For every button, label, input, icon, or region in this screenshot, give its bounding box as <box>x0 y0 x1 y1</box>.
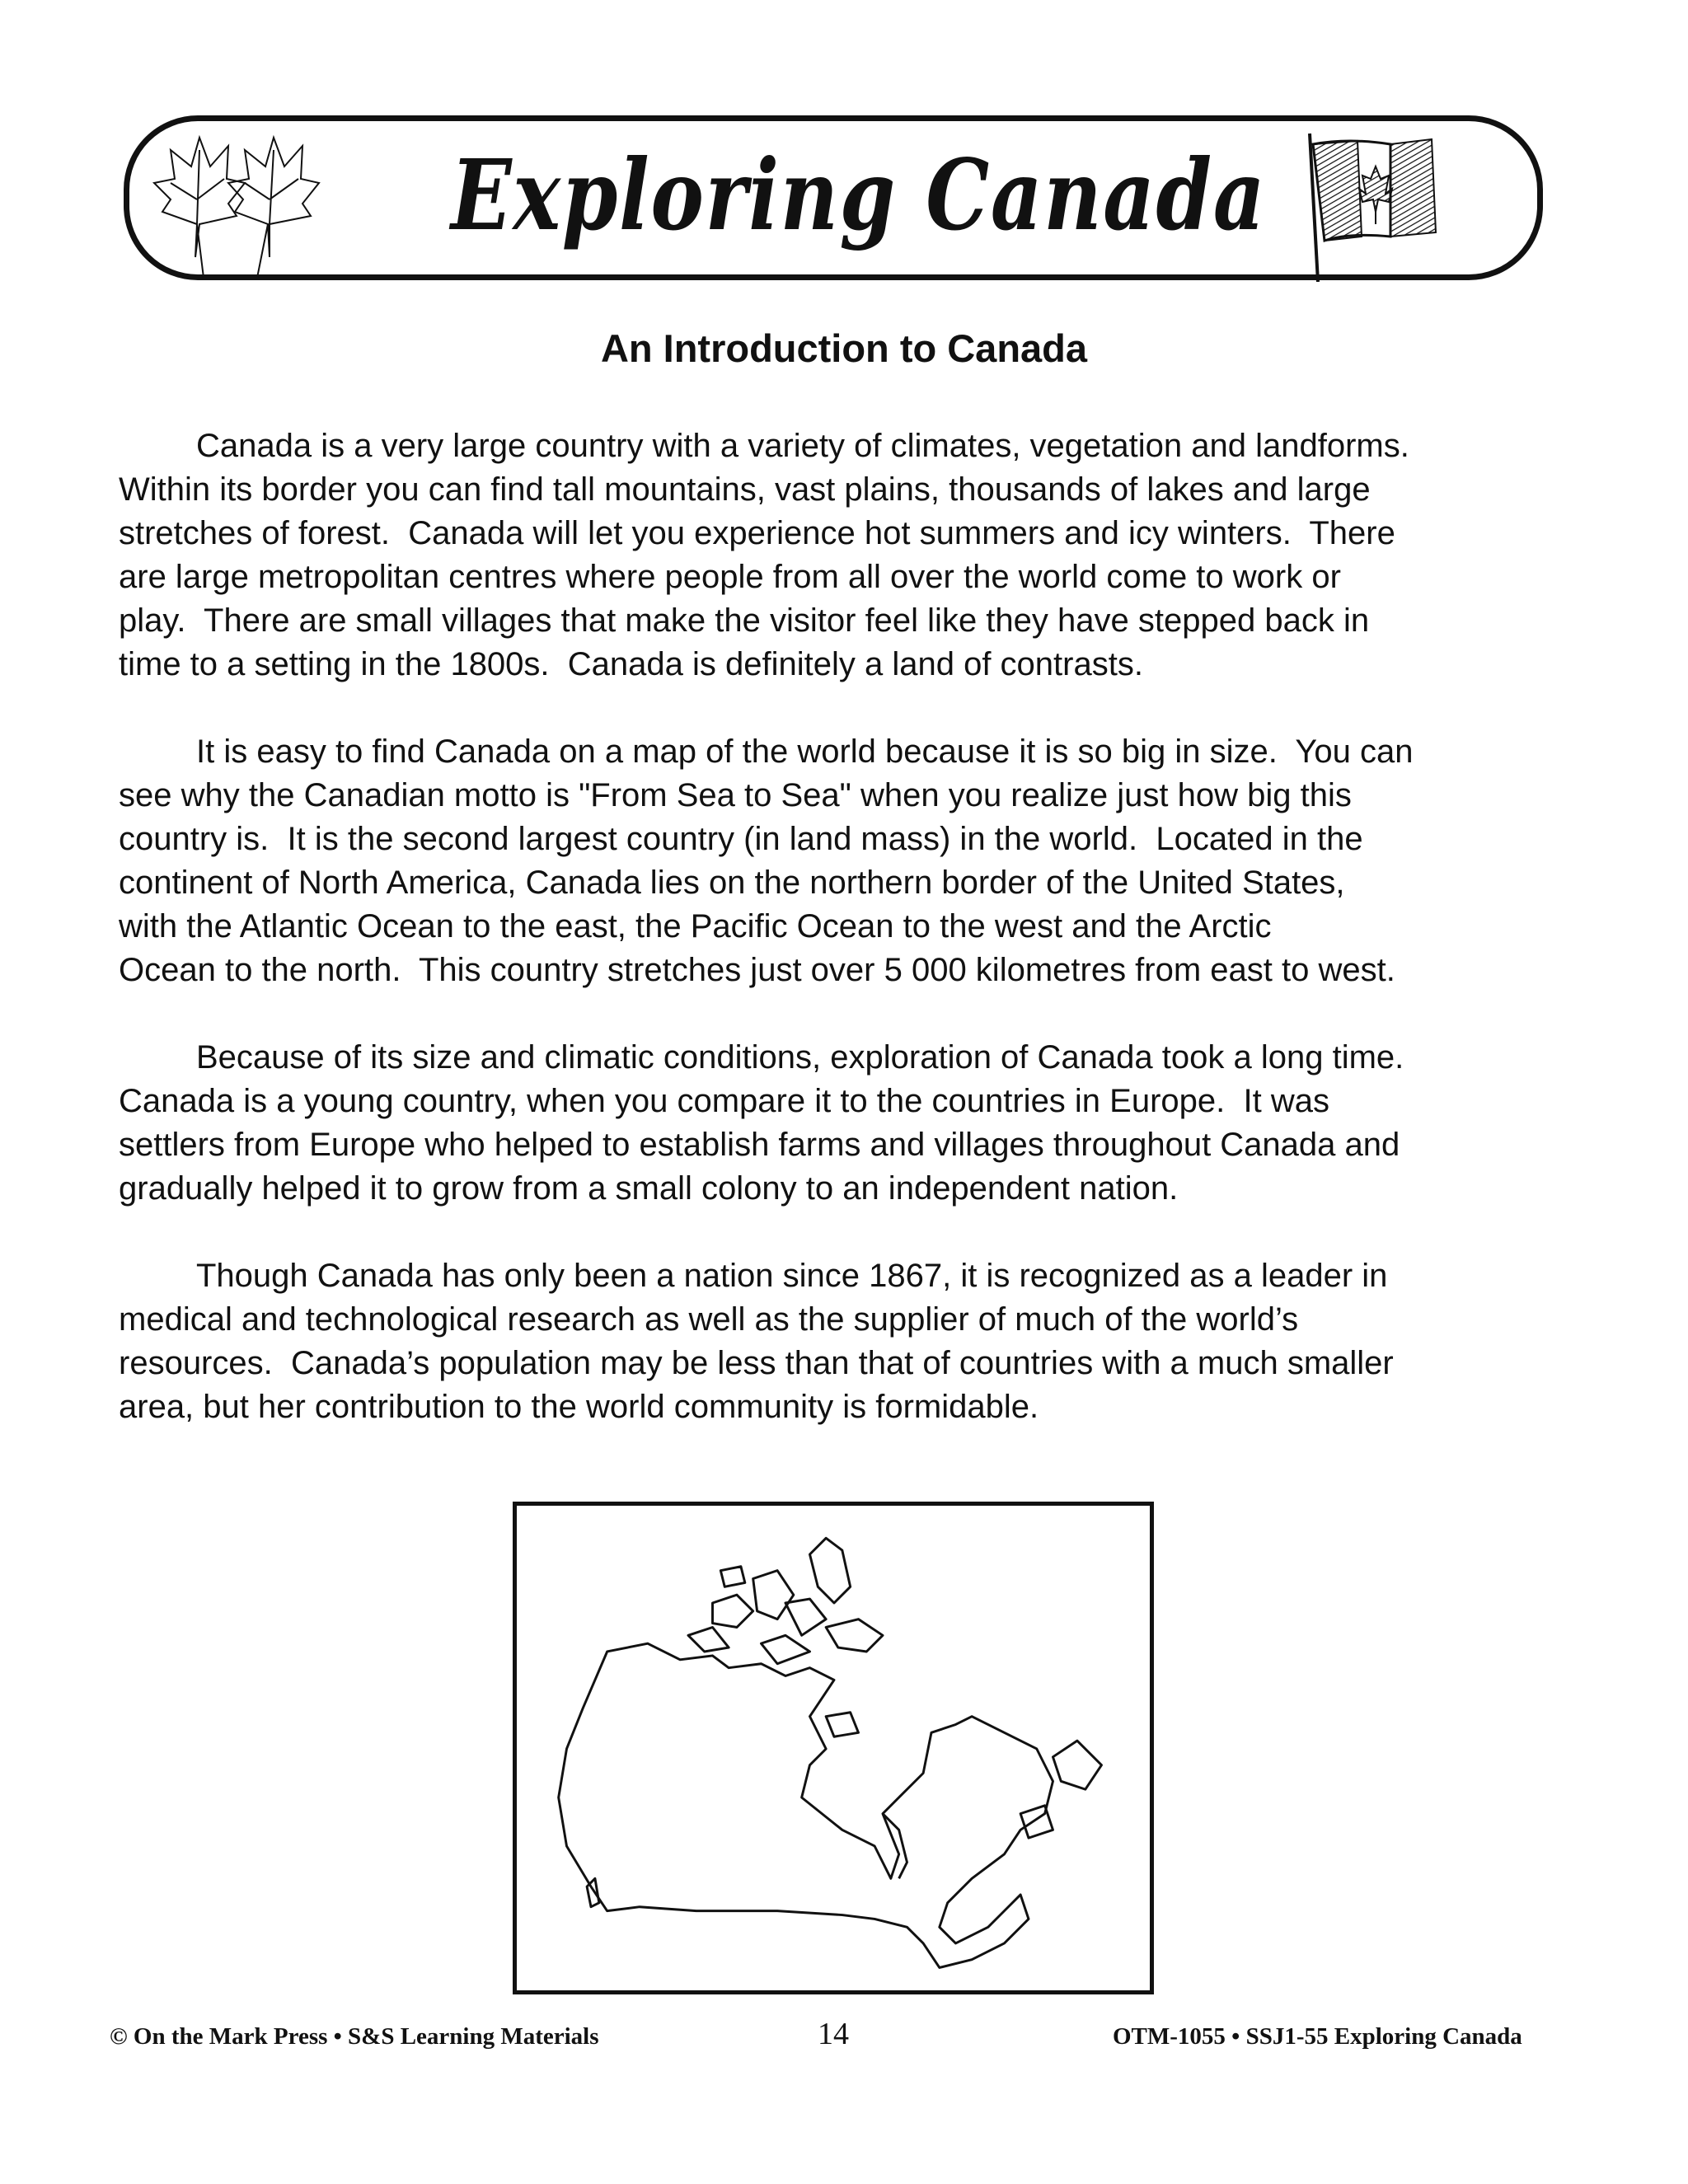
title-banner <box>124 115 1543 280</box>
body-text <box>119 424 1536 1473</box>
paragraph <box>119 1036 1536 1211</box>
text-line: play. There are small villages that make the visitor feel like they have stepped back in <box>119 602 1370 639</box>
canada-map <box>513 1502 1154 1994</box>
text-line: Canada is a very large country with a variety of climates, vegetation and landforms. <box>196 428 1409 464</box>
text-line: continent of North America, Canada lies on the northern border of the United States, <box>119 865 1345 901</box>
text-line: Ocean to the north. This country stretches just over 5 000 kilometres from east to west. <box>119 952 1395 988</box>
text-line: area, but her contribution to the world community is formidable. <box>119 1389 1039 1425</box>
text-line: stretches of forest. Canada will let you experience hot summers and icy winters. There <box>119 515 1395 551</box>
text-line: are large metropolitan centres where people from all over the world come to work or <box>119 559 1341 595</box>
text-line: It is easy to find Canada on a map of the world because it is so big in size. You can <box>196 733 1414 770</box>
canadian-flag-icon <box>1300 129 1489 282</box>
text-line: settlers from Europe who helped to establish farms and villages throughout Canada and <box>119 1127 1400 1163</box>
text-line: country is. It is the second largest country (in land mass) in the world. Located in the <box>119 821 1363 857</box>
text-line: Canada is a young country, when you compare it to the countries in Europe. It was <box>119 1083 1329 1119</box>
text-line: medical and technological research as well as the supplier of much of the world’s <box>119 1301 1299 1338</box>
text-line: gradually helped it to grow from a small colony to an independent nation. <box>119 1170 1179 1207</box>
canada-outline-map-icon <box>517 1506 1150 1990</box>
text-line: with the Atlantic Ocean to the east, the Pacific Ocean to the west and the Arctic <box>119 908 1272 944</box>
text-line: see why the Canadian motto is "From Sea to Sea" when you realize just how big this <box>119 777 1352 813</box>
maple-leaves-icon <box>146 134 352 278</box>
text-line: Though Canada has only been a nation since 1867, it is recognized as a leader in <box>196 1258 1388 1294</box>
page-subtitle: An Introduction to Canada <box>600 326 1088 370</box>
text-line: resources. Canada’s population may be less than that of countries with a much smaller <box>119 1345 1394 1381</box>
text-line: time to a setting in the 1800s. Canada is definitely a land of contrasts. <box>119 646 1143 682</box>
paragraph <box>119 424 1536 687</box>
footer-product-code: OTM-1055 • SSJ1-55 Exploring Canada <box>1113 2023 1522 2050</box>
paragraph <box>119 730 1536 992</box>
text-line: Within its border you can find tall mountains, vast plains, thousands of lakes and large <box>119 471 1371 508</box>
text-line: Because of its size and climatic conditions, exploration of Canada took a long time. <box>196 1039 1404 1076</box>
footer-copyright: © On the Mark Press • S&S Learning Materials <box>110 2023 599 2050</box>
paragraph <box>119 1254 1536 1429</box>
banner-title: Exploring Canada <box>451 138 1267 252</box>
page-number: 14 <box>818 2017 849 2051</box>
